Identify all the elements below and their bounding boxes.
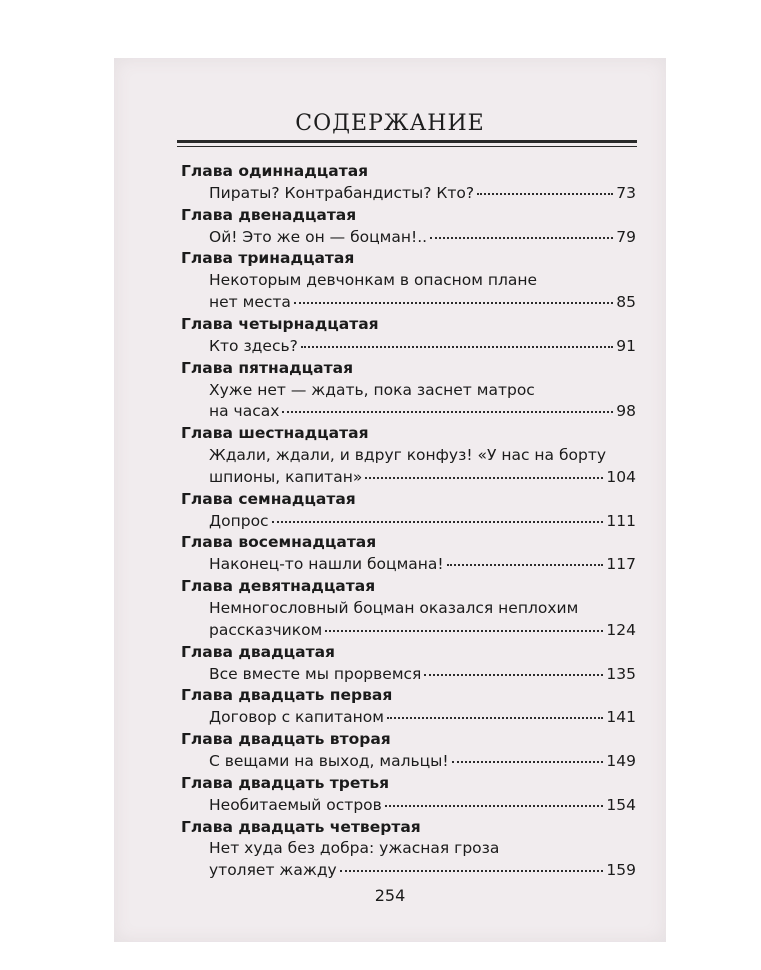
chapter-heading: Глава шестнадцатая (181, 424, 369, 443)
dot-leader (447, 564, 604, 566)
chapter-page-number: 159 (606, 861, 636, 880)
chapter-page-number: 124 (606, 620, 636, 639)
chapter-title-line: Необитаемый остров (209, 795, 382, 814)
table-of-contents (114, 58, 666, 942)
chapter-title-line: Пираты? Контрабандисты? Кто? (209, 183, 475, 202)
chapter-page-number: 141 (606, 708, 636, 727)
chapter-title-line: на часах (209, 402, 280, 421)
chapter-title-line: Нет худа без добра: ужасная гроза (209, 839, 500, 858)
chapter-title-line: утоляет жажду (209, 861, 337, 880)
toc-entry (209, 621, 636, 639)
page-number: 254 (374, 886, 406, 905)
toc-entry (209, 293, 636, 311)
chapter-heading: Глава двадцать вторая (181, 730, 391, 749)
chapter-page-number: 91 (616, 336, 636, 355)
dot-leader (430, 237, 613, 239)
dot-leader (282, 411, 613, 413)
dot-leader (387, 717, 603, 719)
chapter-heading: Глава двадцать четвертая (181, 817, 421, 836)
chapter-heading: Глава двадцатая (181, 642, 336, 661)
chapter-title-line: Наконец-то нашли боцмана! (209, 555, 444, 574)
chapter-title-line: Кто здесь? (209, 336, 298, 355)
toc-entry (209, 337, 636, 355)
chapter-title-line: Все вместе мы прорвемся (209, 664, 422, 683)
chapter-title-line: Некоторым девчонкам в опасном плане (209, 271, 538, 290)
chapter-page-number: 154 (606, 795, 636, 814)
dot-leader (365, 477, 603, 479)
toc-entry (209, 468, 636, 486)
chapter-title-line: шпионы, капитан» (209, 467, 363, 486)
toc-entry (209, 796, 636, 814)
dot-leader (385, 805, 604, 807)
chapter-page-number: 79 (616, 227, 636, 246)
chapter-title-line: Договор с капитаном (209, 708, 384, 727)
chapter-heading: Глава пятнадцатая (181, 358, 354, 377)
chapter-heading: Глава двадцать третья (181, 773, 390, 792)
chapter-page-number: 117 (606, 555, 636, 574)
chapter-heading: Глава тринадцатая (181, 249, 355, 268)
chapter-page-number: 149 (606, 751, 636, 770)
toc-entry (209, 861, 636, 879)
chapter-heading: Глава двадцать первая (181, 686, 393, 705)
chapter-heading: Глава четырнадцатая (181, 314, 379, 333)
chapter-heading: Глава двенадцатая (181, 205, 357, 224)
toc-entry (209, 708, 636, 726)
chapter-page-number: 85 (616, 293, 636, 312)
chapter-title-line: Допрос (209, 511, 269, 530)
chapter-page-number: 98 (616, 402, 636, 421)
chapter-title-line: Немногословный боцман оказался неплохим (209, 599, 579, 617)
toc-entry (209, 665, 636, 683)
dot-leader (452, 761, 604, 763)
chapter-heading: Глава восемнадцатая (181, 533, 377, 552)
chapter-page-number: 135 (606, 664, 636, 683)
book-page (114, 58, 666, 942)
chapter-title-line: Ждали, ждали, и вдруг конфуз! «У нас на борту (209, 446, 607, 465)
chapter-page-number: 73 (616, 183, 636, 202)
page-title: СОДЕРЖАНИЕ (295, 111, 485, 136)
dot-leader (325, 630, 603, 632)
chapter-page-number: 111 (606, 511, 636, 530)
toc-entry (209, 228, 636, 246)
dot-leader (477, 193, 613, 195)
chapter-page-number: 104 (606, 467, 636, 486)
chapter-heading: Глава девятнадцатая (181, 577, 376, 596)
toc-entry (209, 752, 636, 770)
chapter-heading: Глава семнадцатая (181, 489, 356, 508)
dot-leader (424, 674, 603, 676)
chapter-title-line: Хуже нет — ждать, пока заснет матрос (209, 380, 535, 399)
toc-entry (209, 184, 636, 202)
toc-entry (209, 402, 636, 420)
chapter-heading: Глава одиннадцатая (181, 162, 369, 180)
dot-leader (272, 521, 604, 523)
chapter-title-line: Ой! Это же он — боцман!.. (209, 227, 428, 246)
dot-leader (301, 346, 613, 348)
dot-leader (294, 302, 613, 304)
chapter-title-line: нет места (209, 293, 291, 312)
chapter-title-line: С вещами на выход, мальцы! (209, 751, 449, 770)
toc-entry (209, 555, 636, 573)
dot-leader (340, 870, 604, 872)
chapter-title-line: рассказчиком (209, 620, 323, 639)
toc-entry (209, 512, 636, 530)
